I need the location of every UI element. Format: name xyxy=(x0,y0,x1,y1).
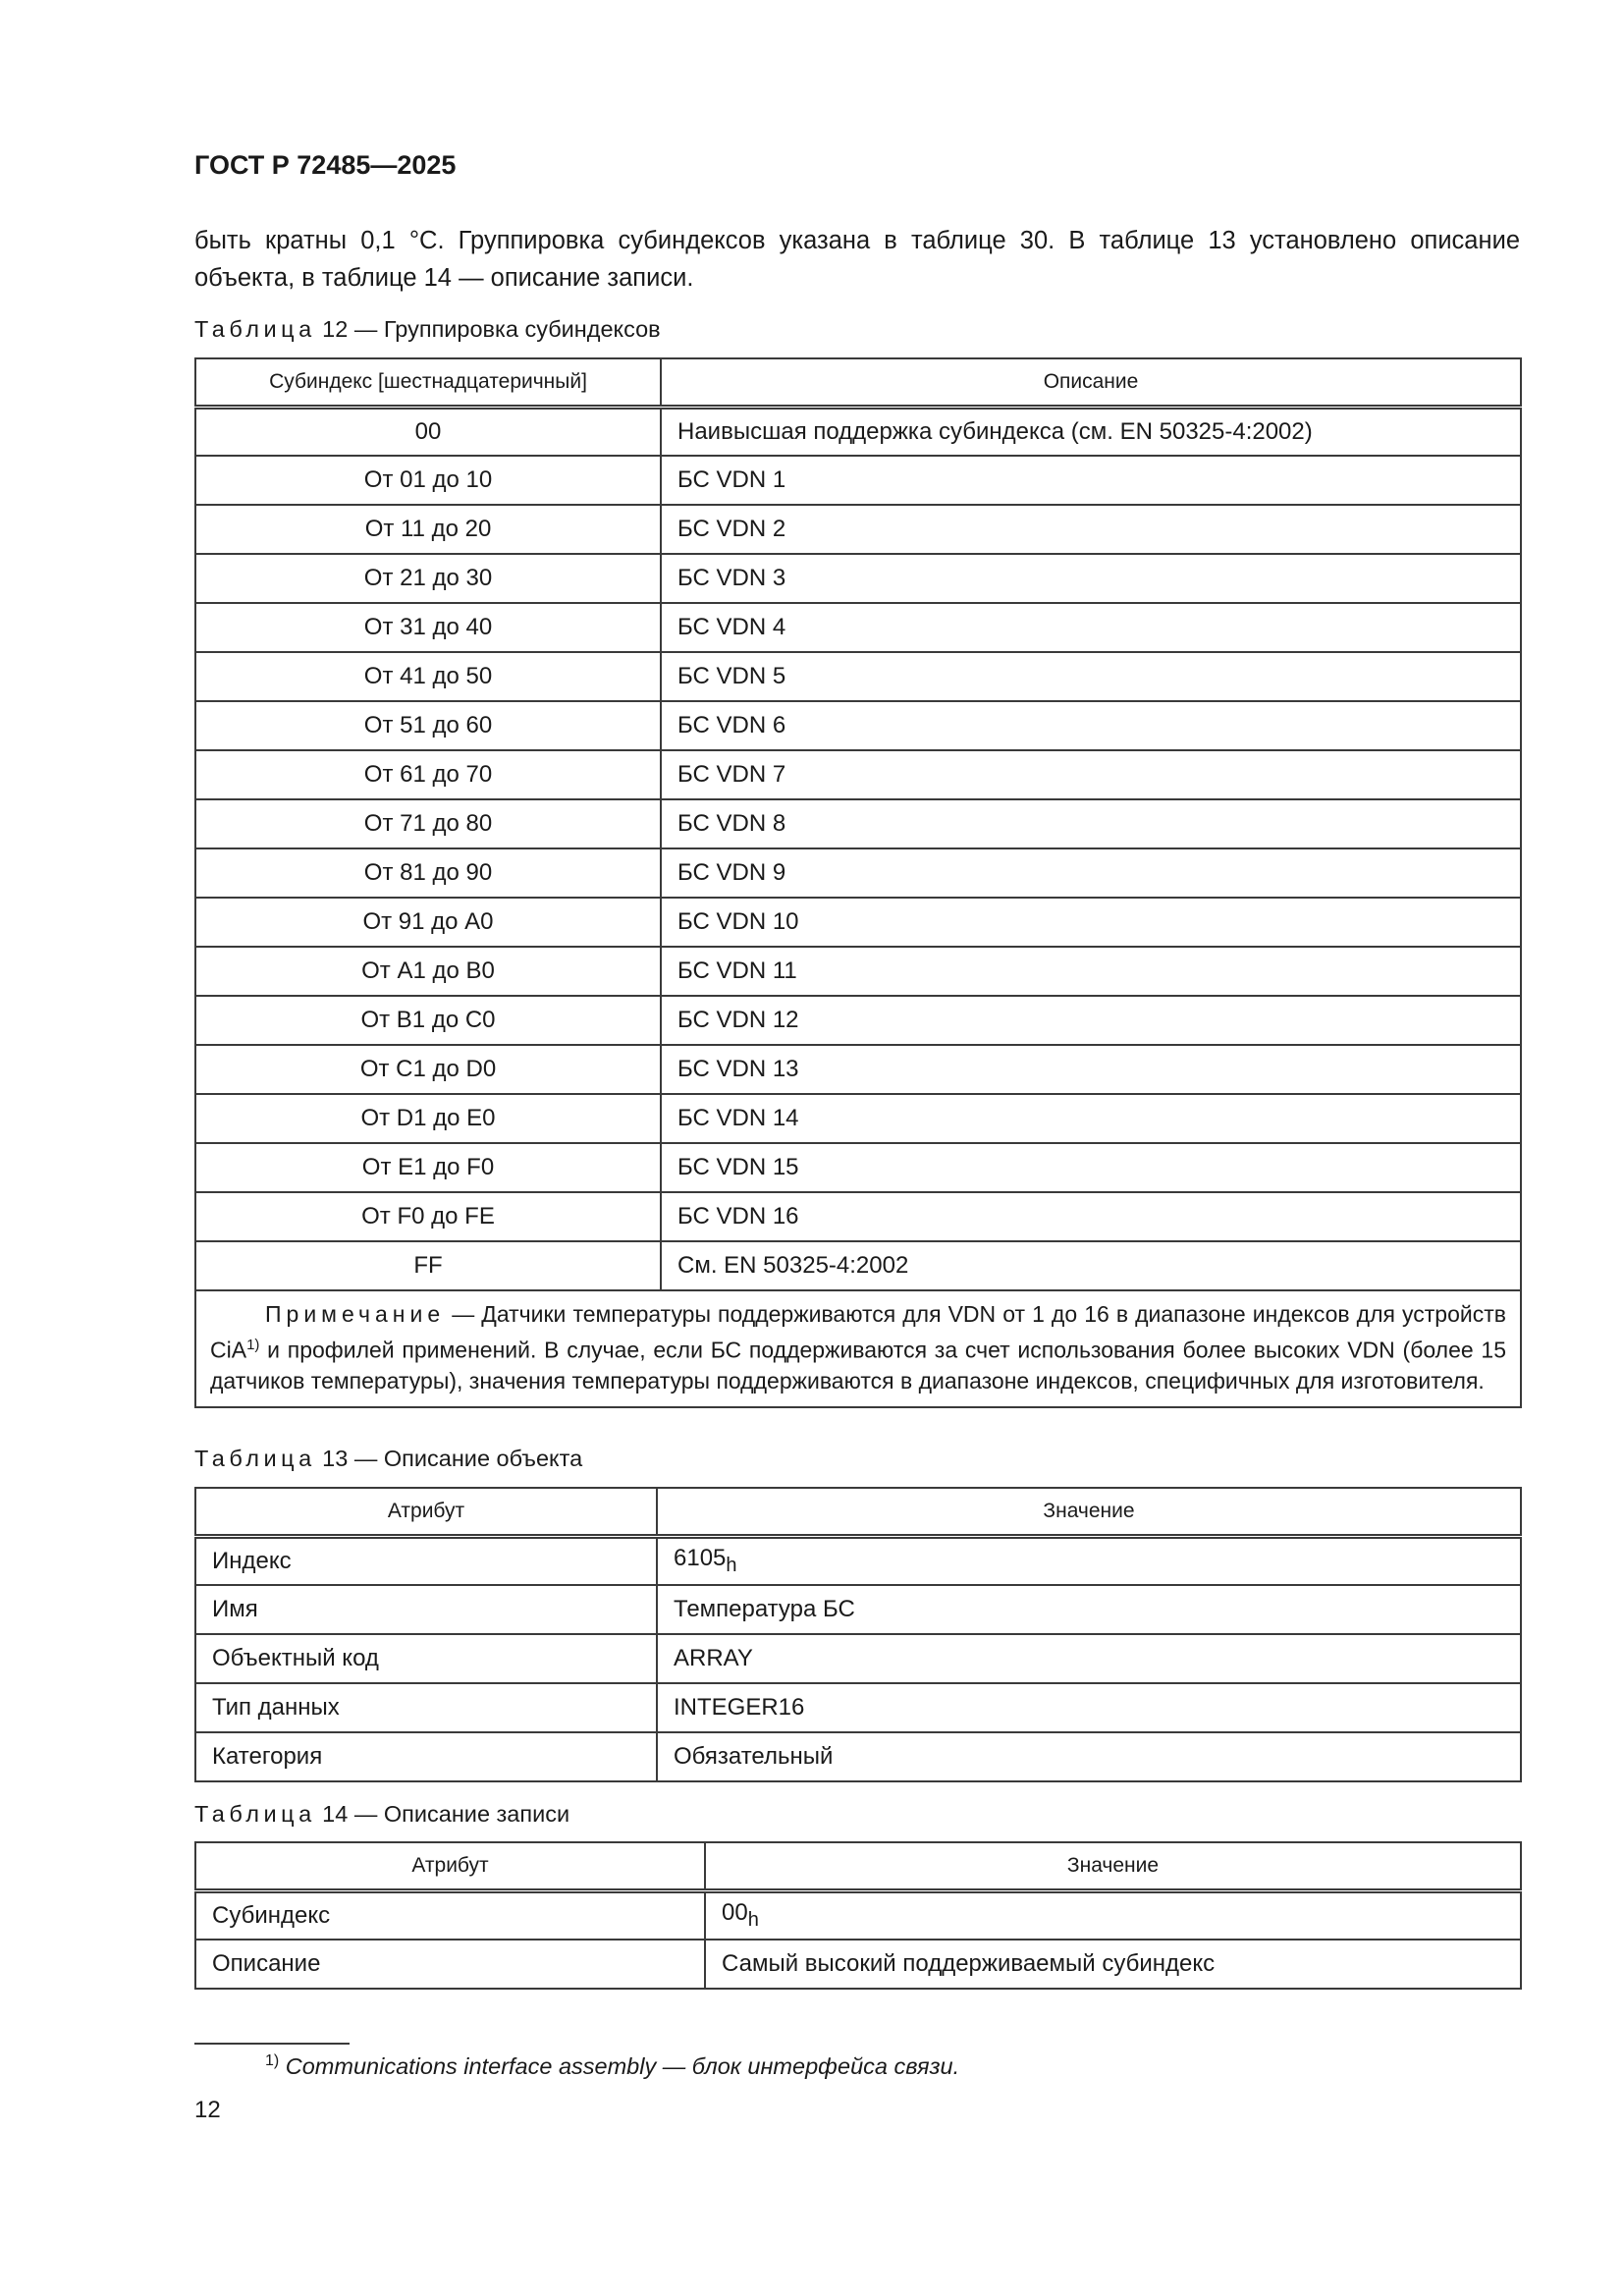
footnote-separator xyxy=(194,2043,350,2045)
value-text: 00 xyxy=(722,1899,748,1927)
description-cell: БС VDN 1 xyxy=(661,456,1521,505)
subindex-range-cell: От 71 до 80 xyxy=(195,799,661,848)
description-cell: БС VDN 2 xyxy=(661,505,1521,554)
table13-caption-rest: 13 — Описание объекта xyxy=(315,1446,583,1471)
description-cell: См. EN 50325-4:2002 xyxy=(661,1241,1521,1290)
subindex-range-cell: От 81 до 90 xyxy=(195,848,661,898)
description-cell: БС VDN 11 xyxy=(661,947,1521,996)
value-text: ARRAY xyxy=(674,1645,753,1671)
value-cell xyxy=(657,1732,1521,1781)
subindex-range-cell: От C1 до D0 xyxy=(195,1045,661,1094)
table14-caption-word: Таблица xyxy=(194,1801,316,1827)
attribute-cell: Тип данных xyxy=(195,1683,657,1732)
table14-col-value: Значение xyxy=(705,1842,1521,1890)
table12-caption-word: Таблица xyxy=(194,316,316,342)
description-cell: БС VDN 7 xyxy=(661,750,1521,799)
table-row xyxy=(195,456,1521,505)
table14 xyxy=(194,1841,1522,1990)
table13-col-value: Значение xyxy=(657,1488,1521,1536)
note-text-2: и профилей применений. В случае, если БС поддерживаются за счет использования более высоких VDN (более 15 датчиков температуры), значения температуры поддерживаются в диапазоне индексов, специфичных для изготовителя. xyxy=(210,1337,1506,1394)
table12-note-row xyxy=(195,1290,1521,1407)
attribute-cell: Индекс xyxy=(195,1536,657,1585)
subindex-range-cell: От 41 до 50 xyxy=(195,652,661,701)
table14-caption-rest: 14 — Описание записи xyxy=(315,1801,570,1827)
value-cell xyxy=(657,1536,1521,1585)
table-row xyxy=(195,603,1521,652)
value-cell xyxy=(657,1683,1521,1732)
subindex-range-cell: От B1 до C0 xyxy=(195,996,661,1045)
intro-paragraph: быть кратны 0,1 °С. Группировка субиндексов указана в таблице 30. В таблице 13 установлено описание объекта, в таблице 14 — описание записи. xyxy=(194,227,1520,292)
subindex-range-cell: От 01 до 10 xyxy=(195,456,661,505)
table-row xyxy=(195,1241,1521,1290)
table-row xyxy=(195,1585,1521,1634)
table-row xyxy=(195,701,1521,750)
value-cell xyxy=(705,1940,1521,1989)
table-row xyxy=(195,848,1521,898)
value-text: 6105 xyxy=(674,1545,727,1572)
description-cell: БС VDN 14 xyxy=(661,1094,1521,1143)
description-cell: БС VDN 16 xyxy=(661,1192,1521,1241)
table12-body xyxy=(195,407,1521,1290)
description-cell: БС VDN 12 xyxy=(661,996,1521,1045)
subindex-range-cell: От 31 до 40 xyxy=(195,603,661,652)
table-row xyxy=(195,898,1521,947)
subindex-range-cell: От 91 до A0 xyxy=(195,898,661,947)
subindex-range-cell: FF xyxy=(195,1241,661,1290)
attribute-cell: Субиндекс xyxy=(195,1890,705,1940)
table-row xyxy=(195,1045,1521,1094)
table12 xyxy=(194,357,1522,1408)
table14-caption xyxy=(194,1801,569,1828)
table-row xyxy=(195,996,1521,1045)
value-text: Обязательный xyxy=(674,1743,834,1770)
table14-body xyxy=(195,1890,1521,1989)
subindex-range-cell: От 11 до 20 xyxy=(195,505,661,554)
attribute-cell: Описание xyxy=(195,1940,705,1989)
table-row xyxy=(195,554,1521,603)
table-row xyxy=(195,799,1521,848)
description-cell: БС VDN 4 xyxy=(661,603,1521,652)
subindex-range-cell: От 61 до 70 xyxy=(195,750,661,799)
value-cell xyxy=(705,1890,1521,1940)
value-text: INTEGER16 xyxy=(674,1694,805,1721)
footnote-marker: 1) xyxy=(265,2052,280,2069)
table14-col-attribute: Атрибут xyxy=(195,1842,705,1890)
table-row xyxy=(195,1192,1521,1241)
attribute-cell: Имя xyxy=(195,1585,657,1634)
table-row xyxy=(195,947,1521,996)
table-row xyxy=(195,750,1521,799)
table-row xyxy=(195,1094,1521,1143)
description-cell: Наивысшая поддержка субиндекса (см. EN 50325-4:2002) xyxy=(661,407,1521,456)
subindex-range-cell: От A1 до B0 xyxy=(195,947,661,996)
value-cell xyxy=(657,1634,1521,1683)
subindex-range-cell: От E1 до F0 xyxy=(195,1143,661,1192)
subindex-range-cell: От 21 до 30 xyxy=(195,554,661,603)
table-row xyxy=(195,1940,1521,1989)
table-row xyxy=(195,1143,1521,1192)
table13-col-attribute: Атрибут xyxy=(195,1488,657,1536)
table-row xyxy=(195,1732,1521,1781)
table-row xyxy=(195,505,1521,554)
page-number: 12 xyxy=(194,2097,221,2123)
description-cell: БС VDN 13 xyxy=(661,1045,1521,1094)
table-row xyxy=(195,407,1521,456)
table-row xyxy=(195,652,1521,701)
note-label: Примечание xyxy=(265,1301,446,1327)
table13 xyxy=(194,1487,1522,1782)
subindex-range-cell: От F0 до FE xyxy=(195,1192,661,1241)
note-text-1: — Датчики температуры поддерживаются для VDN от 1 до 16 в диапазоне индексов для устройств CiA xyxy=(210,1301,1506,1363)
table13-body xyxy=(195,1536,1521,1781)
subindex-range-cell: От 51 до 60 xyxy=(195,701,661,750)
table-row xyxy=(195,1536,1521,1585)
description-cell: БС VDN 10 xyxy=(661,898,1521,947)
description-cell: БС VDN 15 xyxy=(661,1143,1521,1192)
value-text: Температура БС xyxy=(674,1596,855,1622)
attribute-cell: Категория xyxy=(195,1732,657,1781)
table14-header-row xyxy=(195,1842,1521,1890)
subindex-range-cell: От D1 до E0 xyxy=(195,1094,661,1143)
note-footnote-ref: 1) xyxy=(246,1337,260,1353)
description-cell: БС VDN 8 xyxy=(661,799,1521,848)
description-cell: БС VDN 6 xyxy=(661,701,1521,750)
table12-note xyxy=(195,1290,1521,1407)
description-cell: БС VDN 9 xyxy=(661,848,1521,898)
table-row xyxy=(195,1634,1521,1683)
table12-caption xyxy=(194,316,661,343)
footnote xyxy=(265,2052,959,2080)
table-row xyxy=(195,1890,1521,1940)
attribute-cell: Объектный код xyxy=(195,1634,657,1683)
table12-header-row xyxy=(195,358,1521,407)
value-cell xyxy=(657,1585,1521,1634)
subindex-range-cell: 00 xyxy=(195,407,661,456)
table13-header-row xyxy=(195,1488,1521,1536)
table12-caption-rest: 12 — Группировка субиндексов xyxy=(315,316,661,342)
value-subscript: h xyxy=(726,1555,737,1577)
table13-caption-word: Таблица xyxy=(194,1446,316,1471)
value-text: Самый высокий поддерживаемый субиндекс xyxy=(722,1950,1216,1977)
document-code: ГОСТ Р 72485—2025 xyxy=(194,150,457,180)
table-row xyxy=(195,1683,1521,1732)
table13-caption xyxy=(194,1446,582,1472)
value-subscript: h xyxy=(747,1909,759,1932)
footnote-text: Communications interface assembly — блок интерфейса связи. xyxy=(285,2052,960,2079)
description-cell: БС VDN 3 xyxy=(661,554,1521,603)
table12-col-description: Описание xyxy=(661,358,1521,407)
table12-col-subindex: Субиндекс [шестнадцатеричный] xyxy=(195,358,661,407)
description-cell: БС VDN 5 xyxy=(661,652,1521,701)
